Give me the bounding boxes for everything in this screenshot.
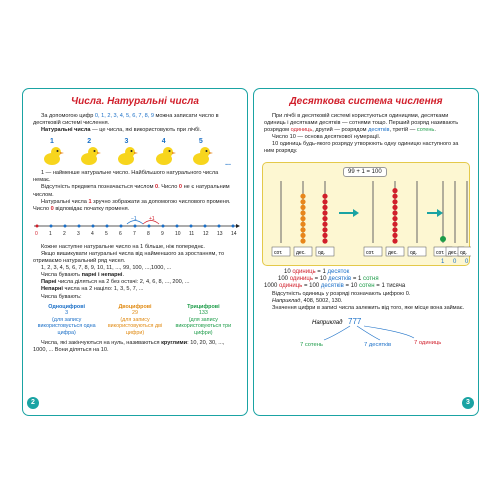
bead <box>392 188 397 193</box>
abacus-label: дес. <box>388 249 398 256</box>
ranks-paragraph: При лічбі в десятковій системі користуються одиницями, десятками одиниць і десятками десятків — сотнями тощо. Перший розряд називають розрядом одиниць, другий — розрядом десятків, третій — сотень. <box>264 113 459 134</box>
bead <box>392 210 397 215</box>
nl-tick <box>50 224 53 227</box>
nl-tick-label: 8 <box>147 230 150 237</box>
round-numbers: Числа, які закінчуються на нуль, називаються круглими: 10, 20, 30, ..., 1000, ... Вони діляться на 10. <box>33 339 225 353</box>
nl-tick-label: 1 <box>49 230 52 237</box>
nl-tick <box>218 224 221 227</box>
next-number: Кожне наступне натуральне число на 1 більше, ніж попереднє. <box>41 243 205 250</box>
nl-tick <box>162 224 165 227</box>
abacus-digit: 0 <box>465 258 469 265</box>
bead <box>322 216 327 221</box>
kinds-intro: Числа бувають: <box>41 293 82 300</box>
bead <box>322 193 327 198</box>
chick-tail: ... <box>225 160 231 168</box>
bead <box>300 204 305 209</box>
nl-tick-label: 12 <box>203 230 209 237</box>
nl-tick-label: 7 <box>133 230 136 237</box>
ray-paragraph: Натуральні числа 1 зручно зображати за допомогою числового променя. Число 0 відповідає початку променя. <box>33 198 231 212</box>
digit-kinds <box>23 304 247 337</box>
nl-tick <box>106 224 109 227</box>
digits-paragraph: За допомогою цифр 0, 1, 2, 3, 4, 5, 6, 7, 8, 9 можна записати число в десятковій системі числення. <box>33 113 219 127</box>
abacus-label: од. <box>460 249 467 256</box>
sum-line-2: 100 одиниць = 10 десятків = 1 сотня <box>278 275 379 282</box>
nl-tick-label: 11 <box>189 230 195 237</box>
natural-def: Натуральні числа — це числа, які використовують при лічбі. <box>41 127 201 134</box>
chick: 5 <box>188 138 214 167</box>
example-hundreds: 7 сотень <box>300 342 323 349</box>
page-number-left: 2 <box>27 397 39 409</box>
bead <box>322 210 327 215</box>
bead <box>300 227 305 232</box>
bead <box>322 199 327 204</box>
page-number-right: 3 <box>462 397 474 409</box>
row-example: 1, 2, 3, 4, 5, 6, 7, 8, 9, 10, 11, ..., 99, 100, ...,1000, ... <box>41 265 172 272</box>
chick: 1 <box>39 138 65 167</box>
number-line <box>31 215 241 237</box>
smallest-natural: 1 — найменше натуральне число. Найбільшого натурального числа немає. <box>33 170 219 184</box>
bead <box>300 221 305 226</box>
abacus-svg <box>263 163 471 265</box>
example-label: Наприклад <box>312 320 343 327</box>
bead <box>392 238 397 243</box>
chick: 2 <box>76 138 102 167</box>
abacus-label: дес. <box>296 249 306 256</box>
place-value-example <box>264 314 470 350</box>
bead <box>300 210 305 215</box>
bead <box>300 193 305 198</box>
bead <box>322 232 327 237</box>
bead <box>322 227 327 232</box>
nl-tick <box>36 224 39 227</box>
abacus-label: од. <box>410 249 417 256</box>
abacus-digit: 0 <box>453 258 457 265</box>
nl-minus: −1 <box>131 215 137 222</box>
place-value: Значення цифри в записі числа залежить від того, яке місце вона займає. <box>272 304 465 311</box>
abacus-label: сот. <box>436 249 445 256</box>
nl-tick-label: 14 <box>231 230 237 237</box>
natural-row: Якщо вишикувати натуральні числа від найменшого за зростанням, то отримаємо натуральний ряд чисел. <box>33 250 225 265</box>
nl-tick <box>190 224 193 227</box>
nl-tick <box>78 224 81 227</box>
nl-tick <box>148 224 151 227</box>
nl-tick <box>134 224 137 227</box>
bead <box>322 238 327 243</box>
chicks-row <box>23 137 247 167</box>
bead <box>322 221 327 226</box>
bead <box>392 232 397 237</box>
nl-tick <box>92 224 95 227</box>
nl-tick <box>64 224 67 227</box>
parity-intro: Числа бувають парні і непарні. <box>41 272 124 279</box>
bead <box>392 204 397 209</box>
example-number: 777 <box>348 317 362 327</box>
nl-tick-label: 4 <box>91 230 94 237</box>
base-ten: Число 10 — основа десяткової нумерації. <box>272 134 381 141</box>
abacus-illustration <box>262 162 470 266</box>
nl-tick-label: 3 <box>77 230 80 237</box>
nl-tick <box>120 224 123 227</box>
abacus-label: од. <box>318 249 325 256</box>
nl-tick <box>176 224 179 227</box>
one-digit: Одноцифрові 3 (для запису використовується одна цифра) <box>37 303 96 336</box>
right-page-title: Десяткова система числення <box>289 96 443 107</box>
abacus-digit: 1 <box>441 258 445 265</box>
even-def: Парні числа діляться на 2 без остачі: 2, 4, 6, 8, ..., 200, ... <box>41 279 190 286</box>
two-digit: Двоцифрові 29 (для запису використовуються дві цифри) <box>107 303 163 336</box>
nl-tick-label: 2 <box>63 230 66 237</box>
nl-tick-label: 10 <box>175 230 181 237</box>
example-units: 7 одиниць <box>414 340 442 347</box>
zero-example: Наприклад, 408, 5002, 130. <box>272 297 343 304</box>
nl-tick-label: 5 <box>105 230 108 237</box>
bead <box>392 221 397 226</box>
bead <box>392 227 397 232</box>
nl-tick-label: 13 <box>217 230 223 237</box>
zero-in-rank: Відсутність одиниць у розряді позначають цифрою 0. <box>272 290 411 297</box>
nl-plus: +1 <box>149 215 155 222</box>
nl-tick-label: 0 <box>35 230 38 237</box>
odd-def: Непарні числа на 2 націло: 1, 3, 5, 7, ... <box>41 286 144 293</box>
abacus-label: сот. <box>366 249 375 256</box>
abacus-equation: 99 + 1 = 100 <box>343 167 387 177</box>
right-page <box>253 88 479 416</box>
example-tens: 7 десятків <box>364 342 392 349</box>
bead <box>392 216 397 221</box>
sum-line-3: 1000 одиниць = 100 десятків = 10 сотен = 1 тисяча <box>264 283 406 290</box>
abacus-label: сот. <box>274 249 283 256</box>
nl-tick <box>232 224 235 227</box>
bead <box>300 238 305 243</box>
bead <box>300 232 305 237</box>
bead <box>392 193 397 198</box>
abacus-label: дес. <box>448 249 458 256</box>
left-page <box>22 88 248 416</box>
bead <box>300 199 305 204</box>
bead <box>300 216 305 221</box>
bead <box>392 199 397 204</box>
nl-tick <box>204 224 207 227</box>
chick: 4 <box>151 138 177 167</box>
ten-units-rule: 10 одиниць будь-якого розряду утворюють одну одиницю наступного за ним розряду. <box>264 141 459 155</box>
bead <box>322 204 327 209</box>
nl-tick-label: 9 <box>161 230 164 237</box>
left-page-title: Числа. Натуральні числа <box>71 96 199 107</box>
chick: 3 <box>113 138 139 167</box>
sum-line-1: 10 одиниць = 1 десяток <box>284 268 350 275</box>
nl-tick-label: 6 <box>119 230 122 237</box>
three-digit: Трицифрові 133 (для запису використовуються три цифри) <box>175 303 232 336</box>
zero-paragraph: Відсутність предмета позначається числом 0. Число 0 не є натуральним числом. <box>33 184 230 198</box>
